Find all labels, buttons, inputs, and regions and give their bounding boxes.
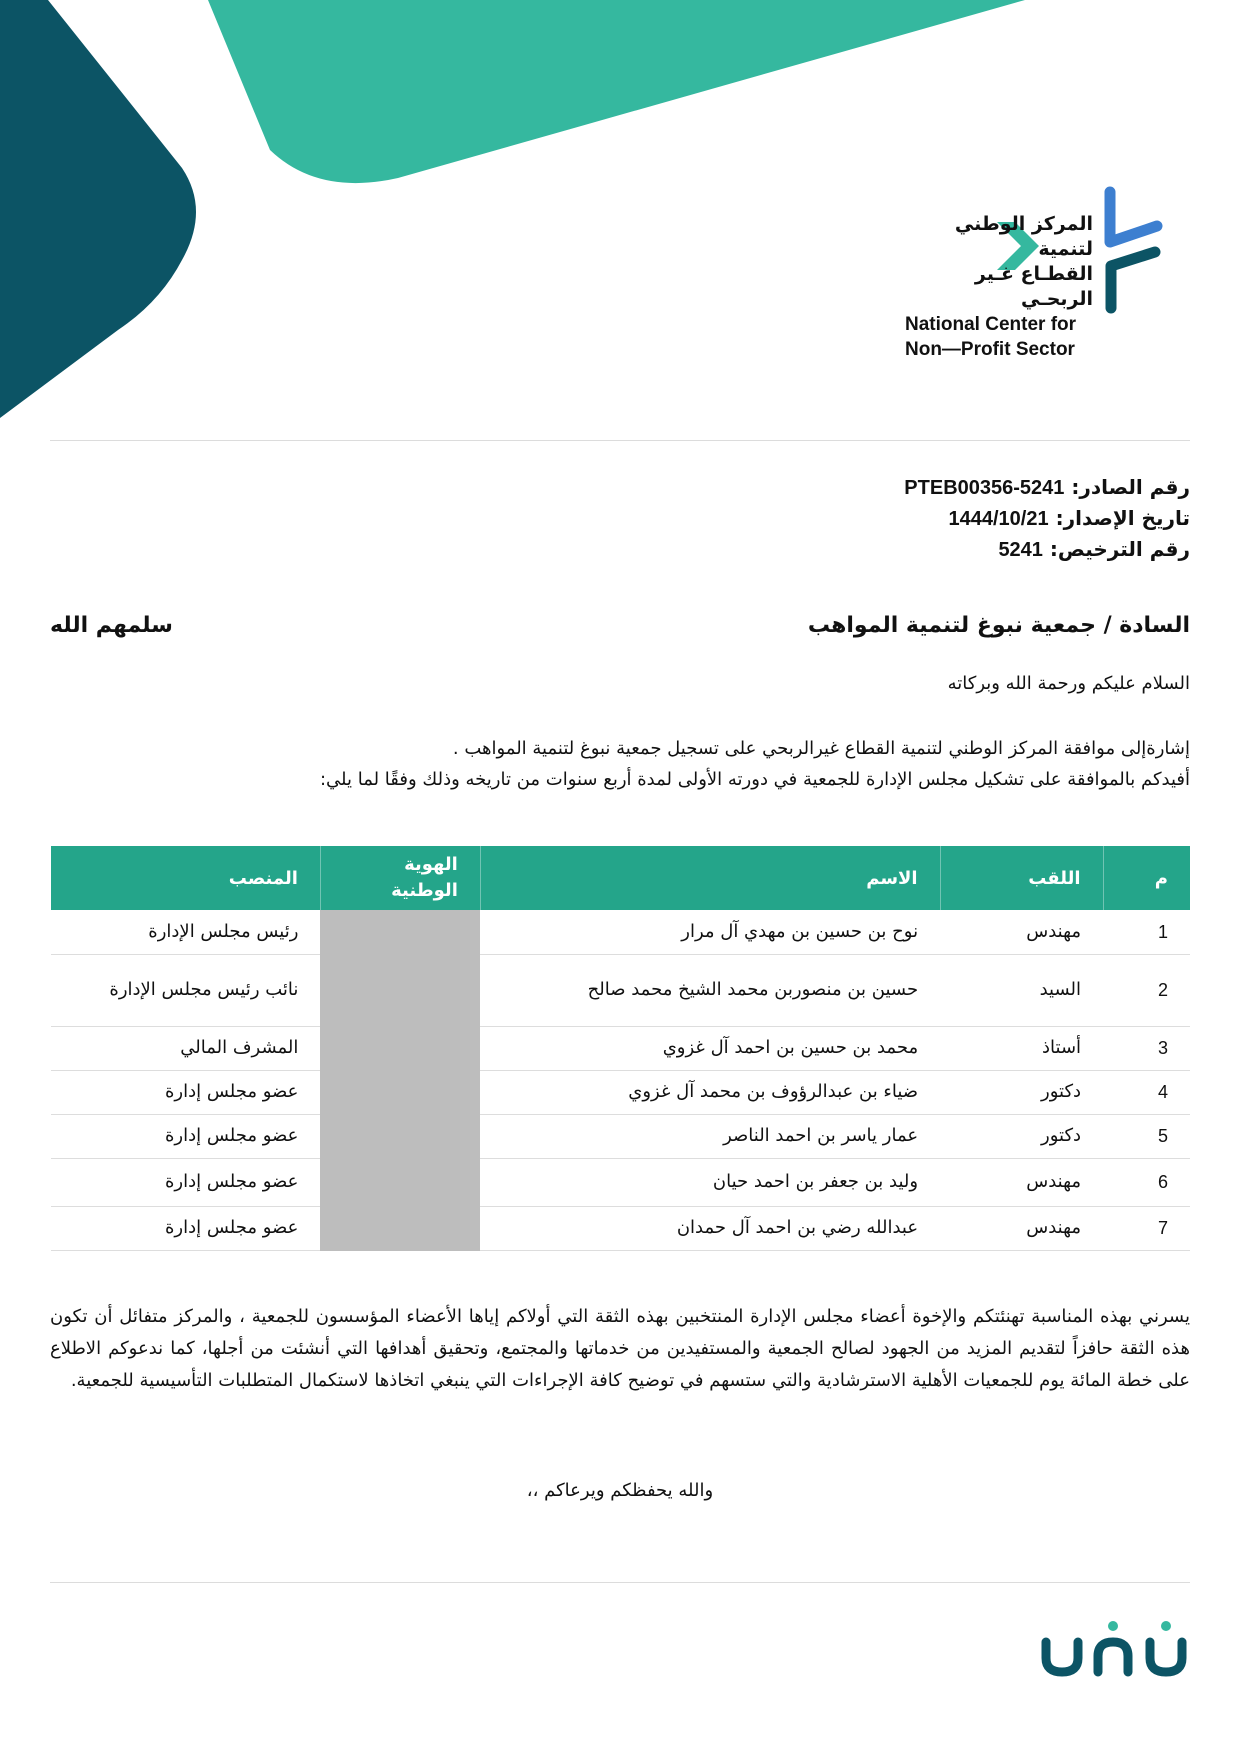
license-number <box>904 534 1190 565</box>
cell-title: دكتور <box>940 1070 1103 1114</box>
header-num: م <box>1103 846 1190 910</box>
cell-title: السيد <box>940 954 1103 1026</box>
issue-date-label: تاريخ الإصدار: <box>1055 506 1190 530</box>
reference-block <box>904 472 1190 565</box>
cell-id-redacted <box>320 1026 480 1070</box>
header-id: الهوية الوطنية <box>320 846 480 910</box>
board-table <box>50 846 1190 1251</box>
table-row <box>51 1114 1191 1158</box>
cell-id-redacted <box>320 1114 480 1158</box>
issue-date-value: 1444/10/21 <box>948 508 1049 530</box>
issue-number <box>904 472 1190 503</box>
header-title: اللقب <box>940 846 1103 910</box>
cell-title: مهندس <box>940 1206 1103 1250</box>
ncnp-logo-text <box>905 212 1093 362</box>
cell-position: المشرف المالي <box>51 1026 321 1070</box>
table-row <box>51 1158 1191 1206</box>
cell-position: عضو مجلس إدارة <box>51 1070 321 1114</box>
top-divider <box>50 440 1190 441</box>
table-row <box>51 954 1191 1026</box>
table-header-row <box>51 846 1191 910</box>
intro-line-1: إشارةإلى موافقة المركز الوطني لتنمية القطاع غيرالربحي على تسجيل جمعية نبوغ لتنمية المواهب . <box>452 738 1190 759</box>
bottom-divider <box>50 1582 1190 1583</box>
greeting: السلام عليكم ورحمة الله وبركاته <box>947 673 1190 694</box>
intro-paragraph <box>50 733 1190 795</box>
cell-id-redacted <box>320 954 480 1026</box>
logo-en-line1: National Center for <box>905 314 1077 335</box>
cell-num: 6 <box>1103 1158 1190 1206</box>
cell-name: عمار ياسر بن احمد الناصر <box>480 1114 940 1158</box>
cell-title: مهندس <box>940 1158 1103 1206</box>
header-name: الاسم <box>480 846 940 910</box>
cell-position: نائب رئيس مجلس الإدارة <box>51 954 321 1026</box>
cell-name: عبدالله رضي بن احمد آل حمدان <box>480 1206 940 1250</box>
issue-date <box>904 503 1190 534</box>
table-row <box>51 910 1191 954</box>
license-label: رقم الترخيص: <box>1049 537 1190 561</box>
cell-name: وليد بن جعفر بن احمد حيان <box>480 1158 940 1206</box>
cell-num: 5 <box>1103 1114 1190 1158</box>
cell-position: رئيس مجلس الإدارة <box>51 910 321 954</box>
cell-num: 4 <box>1103 1070 1190 1114</box>
cell-position: عضو مجلس إدارة <box>51 1114 321 1158</box>
cell-name: محمد بن حسين بن احمد آل غزوي <box>480 1026 940 1070</box>
cell-id-redacted <box>320 1206 480 1250</box>
cell-name: حسين بن منصوربن محمد الشيخ محمد صالح <box>480 954 940 1026</box>
cell-position: عضو مجلس إدارة <box>51 1206 321 1250</box>
cell-position: عضو مجلس إدارة <box>51 1158 321 1206</box>
addressee: السادة / جمعية نبوغ لتنمية المواهب <box>807 613 1190 638</box>
cell-num: 1 <box>1103 910 1190 954</box>
cell-num: 7 <box>1103 1206 1190 1250</box>
closing-paragraph: يسرني بهذه المناسبة تهنئتكم والإخوة أعضاء مجلس الإدارة المنتخبين بهذه الثقة التي أولاكم إياها الأعضاء المؤسسون للجمعية ، والمركز متفائل أن تكون هذه الثقة حافزاً لتقديم المزيد من الجهود لصالح الجمعية والمستفيدين من خدماتها والمجتمع، وتحقيق أهدافها التي أنشئت من أجلها، كما ندعوكم الاطلاع على خطة المائة يوم للجمعيات الأهلية الاسترشادية والتي ستسهم في توضيح كافة الإجراءات التي ينبغي اتخاذها لاستكمال المتطلبات التأسيسية للجمعية. <box>50 1306 1190 1391</box>
cell-num: 3 <box>1103 1026 1190 1070</box>
cell-id-redacted <box>320 910 480 954</box>
license-value: 5241 <box>998 539 1043 561</box>
signoff: والله يحفظكم ويرعاكم ،، <box>526 1480 714 1501</box>
logo-en-line2: Non—Profit Sector <box>905 339 1075 360</box>
cell-title: مهندس <box>940 910 1103 954</box>
table-row <box>51 1206 1191 1250</box>
cell-id-redacted <box>320 1070 480 1114</box>
logo-ar-line1: المركز الوطني لتنمية <box>954 213 1093 260</box>
table-row <box>51 1070 1191 1114</box>
cell-name: نوح بن حسين بن مهدي آل مرار <box>480 910 940 954</box>
issue-number-value: PTEB00356-5241 <box>904 477 1065 499</box>
nabogh-logo-icon <box>1038 1620 1193 1680</box>
teal-light-shape <box>208 0 1025 183</box>
cell-name: ضياء بن عبدالرؤوف بن محمد آل غزوي <box>480 1070 940 1114</box>
blessing: سلمهم الله <box>50 613 173 638</box>
issue-number-label: رقم الصادر: <box>1071 475 1190 499</box>
header-position: المنصب <box>51 846 321 910</box>
cell-num: 2 <box>1103 954 1190 1026</box>
table-row <box>51 1026 1191 1070</box>
cell-id-redacted <box>320 1158 480 1206</box>
intro-line-2: أفيدكم بالموافقة على تشكيل مجلس الإدارة للجمعية في دورته الأولى لمدة أربع سنوات من تاريخه وذلك وفقًا لما يلي: <box>319 769 1190 790</box>
cell-title: أستاذ <box>940 1026 1103 1070</box>
cell-title: دكتور <box>940 1114 1103 1158</box>
logo-ar-line2: القطـاع غـير الربحـي <box>974 263 1093 310</box>
teal-dark-shape <box>0 0 196 418</box>
